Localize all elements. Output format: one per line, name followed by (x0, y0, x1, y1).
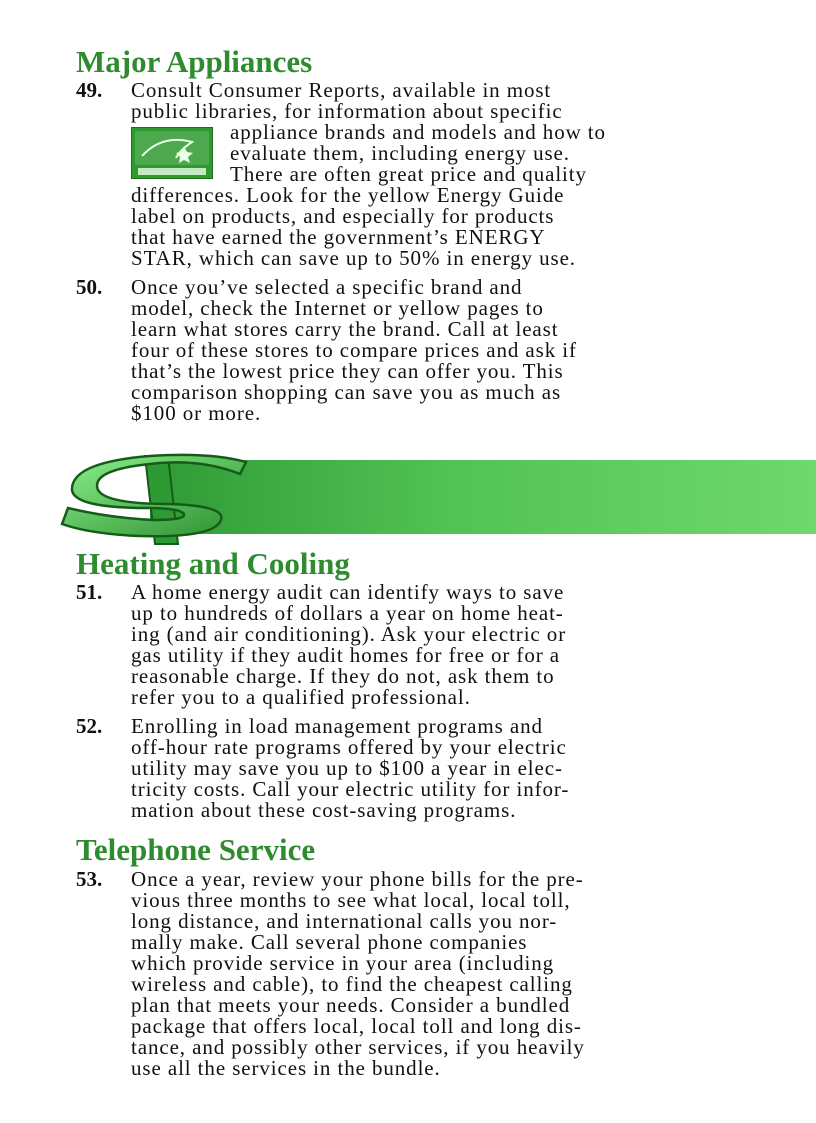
item-50-line: model, check the Internet or yellow pages to (131, 296, 544, 320)
item-50-line: $100 or more. (131, 401, 262, 425)
item-49-line: differences. Look for the yellow Energy Guide (131, 183, 565, 207)
item-52-line: Enrolling in load management programs and (131, 714, 543, 738)
item-number-51: 51. (76, 580, 103, 604)
item-53-line: tance, and possibly other services, if you heavily (131, 1035, 585, 1059)
item-52-line: tricity costs. Call your electric utility for infor- (131, 777, 570, 801)
item-51-line: gas utility if they audit homes for free or for a (131, 643, 560, 667)
heading-telephone-service: Telephone Service (76, 832, 316, 867)
item-51-line: refer you to a qualified professional. (131, 685, 471, 709)
item-51-line: up to hundreds of dollars a year on home heat- (131, 601, 564, 625)
item-number-50: 50. (76, 275, 103, 299)
item-51-line: reasonable charge. If they do not, ask them to (131, 664, 555, 688)
item-50-line: that’s the lowest price they can offer you. This (131, 359, 564, 383)
item-49-line: label on products, and especially for products (131, 204, 555, 228)
item-49-line: evaluate them, including energy use. (230, 141, 570, 165)
item-53-line: Once a year, review your phone bills for the pre- (131, 867, 584, 891)
item-50-line: four of these stores to compare prices and ask if (131, 338, 577, 362)
heading-major-appliances: Major Appliances (76, 44, 313, 79)
utilities-banner (0, 452, 816, 548)
item-49-line: that have earned the government’s ENERGY (131, 225, 546, 249)
heading-heating-cooling: Heating and Cooling (76, 546, 350, 581)
item-53-line: package that offers local, local toll and long dis- (131, 1014, 582, 1038)
item-49-line: appliance brands and models and how to (230, 120, 606, 144)
item-53-line: mally make. Call several phone companies (131, 930, 528, 954)
item-49-line: STAR, which can save up to 50% in energy use. (131, 246, 576, 270)
item-number-52: 52. (76, 714, 103, 738)
item-50-line: Once you’ve selected a specific brand and (131, 275, 523, 299)
item-49-line: Consult Consumer Reports, available in most (131, 78, 552, 102)
item-49-line: public libraries, for information about specific (131, 99, 563, 123)
item-52-line: off-hour rate programs offered by your electric (131, 735, 567, 759)
item-51-line: ing (and air conditioning). Ask your electric or (131, 622, 567, 646)
item-53-line: plan that meets your needs. Consider a bundled (131, 993, 571, 1017)
item-53-line: long distance, and international calls you nor- (131, 909, 558, 933)
item-52-line: utility may save you up to $100 a year in elec- (131, 756, 563, 780)
item-53-line: vious three months to see what local, local toll, (131, 888, 571, 912)
energy-star-logo-icon (131, 127, 213, 179)
item-number-53: 53. (76, 867, 103, 891)
dollar-sign-icon (50, 452, 270, 548)
item-50-line: comparison shopping can save you as much as (131, 380, 562, 404)
item-52-line: mation about these cost-saving programs. (131, 798, 517, 822)
item-53-line: use all the services in the bundle. (131, 1056, 441, 1080)
item-49-line: There are often great price and quality (230, 162, 587, 186)
item-51-line: A home energy audit can identify ways to save (131, 580, 565, 604)
item-number-49: 49. (76, 78, 103, 102)
item-53-line: which provide service in your area (including (131, 951, 555, 975)
item-53-line: wireless and cable), to find the cheapest calling (131, 972, 573, 996)
item-50-line: learn what stores carry the brand. Call at least (131, 317, 559, 341)
